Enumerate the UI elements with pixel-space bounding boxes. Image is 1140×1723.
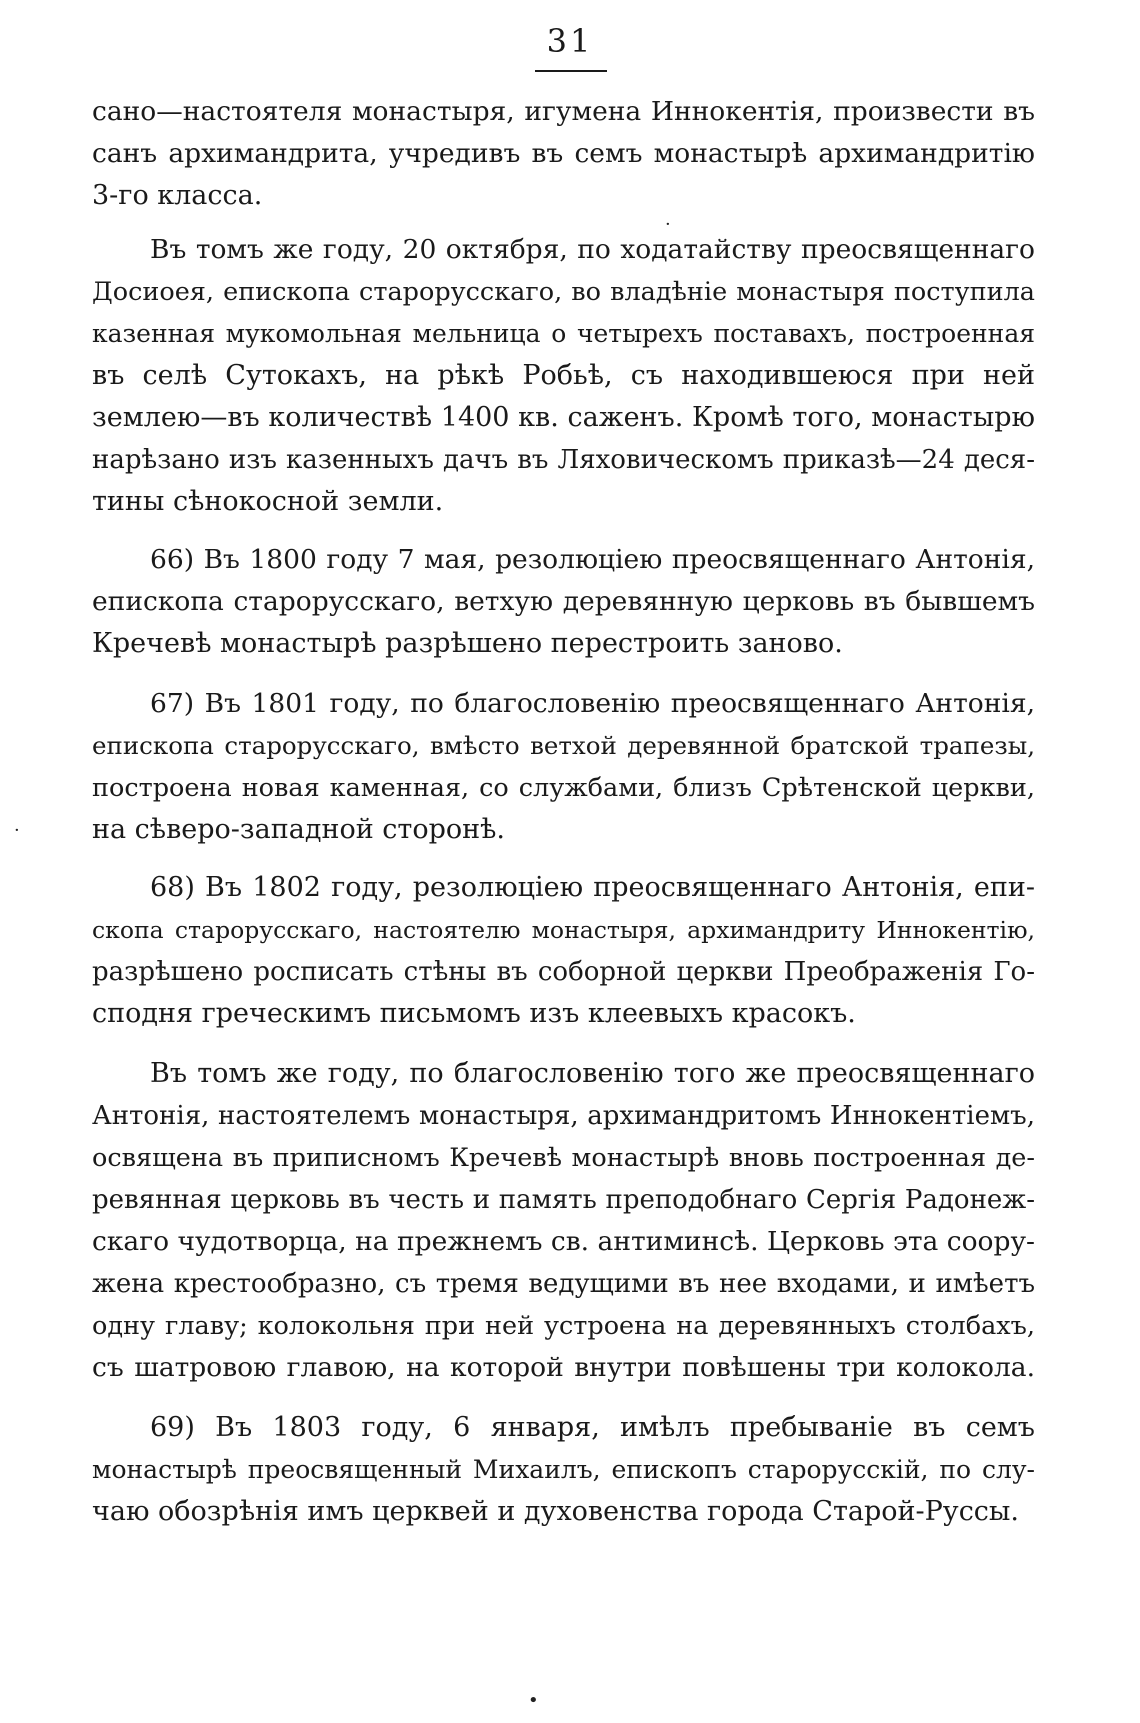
text-line: скаго чудотворца, на прежнемъ св. антиминсѣ. Церковь эта соору- [92, 1226, 1035, 1257]
speck-mark: • [528, 1690, 539, 1711]
text-line: освящена въ приписномъ Кречевѣ монастырѣ вновь построенная де- [92, 1143, 1035, 1173]
text-line: санъ архимандрита, учредивъ въ семъ монастырѣ архимандритію [92, 138, 1035, 169]
speck-mark: · [14, 820, 20, 841]
text-line: тины сѣнокосной земли. [92, 486, 444, 517]
text-line: ревянная церковь въ честь и память преподобнаго Сергія Радонеж- [92, 1185, 1035, 1215]
text-line: на сѣверо-западной сторонѣ. [92, 814, 506, 845]
text-line: разрѣшено росписать стѣны въ соборной церкви Преображенія Го- [92, 957, 1035, 987]
text-line: Антонія, настоятелемъ монастыря, архимандритомъ Иннокентіемъ, [92, 1101, 1035, 1131]
text-line: въ селѣ Сутокахъ, на рѣкѣ Робьѣ, съ находившеюся при ней [92, 360, 1035, 391]
text-line: 68) Въ 1802 году, резолюціею преосвященнаго Антонія, епи- [150, 872, 1035, 903]
text-line: одну главу; колокольня при ней устроена на деревянныхъ столбахъ, [92, 1311, 1035, 1341]
page-number-rule [535, 70, 607, 72]
text-line: скопа старорусскаго, настоятелю монастыря, архимандриту Иннокентію, [92, 916, 1035, 944]
text-line: нарѣзано изъ казенныхъ дачъ въ Ляховическомъ приказѣ—24 деся- [92, 445, 1035, 475]
text-line: епископа старорусскаго, вмѣсто ветхой деревянной братской трапезы, [92, 731, 1035, 760]
text-line: жена крестообразно, съ тремя ведущими въ нее входами, и имѣетъ [92, 1269, 1035, 1299]
text-line: Досиоея, епископа старорусскаго, во владѣніе монастыря поступила [92, 277, 1035, 307]
text-line: Въ томъ же году, 20 октября, по ходатайству преосвященнаго [150, 234, 1035, 265]
text-line: Кречевѣ монастырѣ разрѣшено перестроить заново. [92, 628, 843, 659]
text-line: построена новая каменная, со службами, близъ Срѣтенской церкви, [92, 773, 1035, 803]
page-number: 31 [546, 22, 594, 60]
text-line: сано—настоятеля монастыря, игумена Иннокентія, произвести въ [92, 96, 1035, 127]
text-line: 66) Въ 1800 году 7 мая, резолюціею преосвященнаго Антонія, [150, 544, 1035, 575]
text-line: монастырѣ преосвященный Михаилъ, епископъ старорусскій, по слу- [92, 1455, 1035, 1484]
text-line: 69) Въ 1803 году, 6 января, имѣлъ пребываніе въ семъ [150, 1412, 1035, 1443]
text-line: казенная мукомольная мельница о четырехъ поставахъ, построенная [92, 319, 1035, 348]
text-line: чаю обозрѣнія имъ церквей и духовенства города Старой-Руссы. [92, 1496, 1020, 1527]
text-line: Въ томъ же году, по благословенію того же преосвященнаго [150, 1058, 1035, 1089]
text-line: съ шатровою главою, на которой внутри повѣшены три колокола. [92, 1352, 1035, 1383]
text-line: 67) Въ 1801 году, по благословенію преосвященнаго Антонія, [150, 688, 1035, 719]
text-line: сподня греческимъ письмомъ изъ клеевыхъ красокъ. [92, 998, 856, 1029]
text-line: епископа старорусскаго, ветхую деревянную церковь въ бывшемъ [92, 586, 1035, 617]
text-line: землею—въ количествѣ 1400 кв. саженъ. Кромѣ того, монастырю [92, 402, 1035, 433]
speck-mark: · [665, 214, 671, 235]
text-line: 3-го класса. [92, 180, 263, 211]
